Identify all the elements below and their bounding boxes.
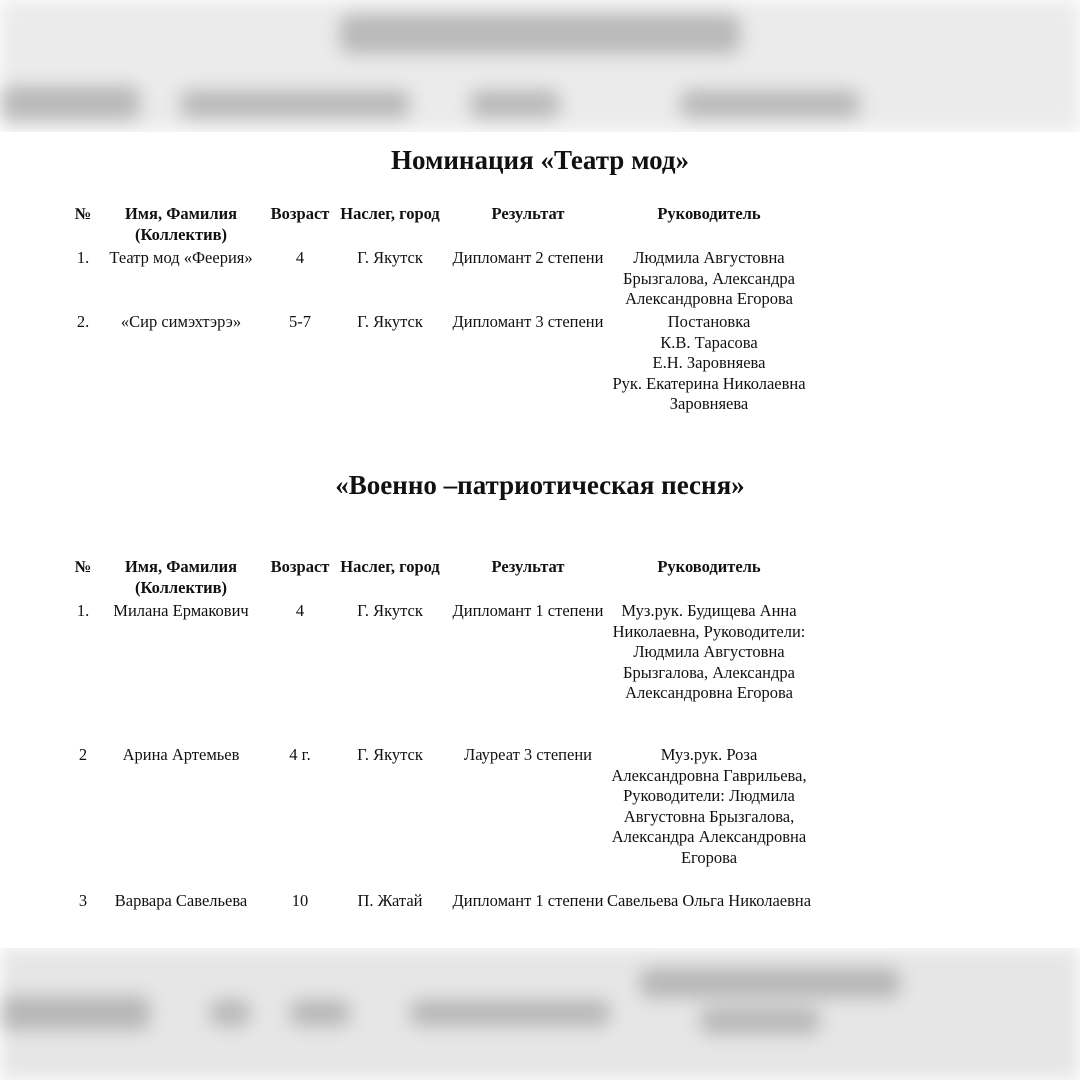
row-number: 3 bbox=[78, 891, 88, 910]
section-title: «Военно –патриотическая песня» bbox=[335, 470, 745, 500]
row-number: 2 bbox=[78, 745, 88, 764]
row-leader: Савельева Ольга Николаевна bbox=[606, 891, 812, 910]
blurred-top-area bbox=[0, 0, 1080, 132]
row-location: Г. Якутск bbox=[357, 248, 423, 267]
header-age: Возраст bbox=[270, 557, 330, 576]
row-result: Дипломант 3 степени bbox=[452, 312, 604, 331]
row-age: 4 bbox=[295, 248, 305, 267]
row-leader: Муз.рук. Роза Александровна Гаврильева, Руководители: Людмила Августовна Брызгалова, Александра Александровна Егорова bbox=[611, 745, 807, 867]
row-name: Милана Ермакович bbox=[113, 601, 249, 620]
blurred-bottom-area bbox=[0, 948, 1080, 1080]
header-result: Результат bbox=[491, 204, 565, 223]
header-number: № bbox=[74, 557, 92, 576]
row-name: Варвара Савельева bbox=[114, 891, 248, 910]
row-leader: Постановка К.В. Тарасова Е.Н. Заровняева Рук. Екатерина Николаевна Заровняева bbox=[612, 312, 806, 413]
row-age: 4 bbox=[295, 601, 305, 620]
row-leader: Людмила Августовна Брызгалова, Александра Александровна Егорова bbox=[623, 248, 795, 308]
header-leader: Руководитель bbox=[657, 204, 761, 223]
row-name: Арина Артемьев bbox=[122, 745, 240, 764]
row-location: Г. Якутск bbox=[357, 745, 423, 764]
row-result: Лауреат 3 степени bbox=[464, 745, 592, 764]
row-result: Дипломант 1 степени bbox=[452, 891, 604, 910]
header-location: Наслег, город bbox=[340, 557, 440, 576]
header-name: Имя, Фамилия (Коллектив) bbox=[124, 557, 238, 597]
row-result: Дипломант 1 степени bbox=[452, 601, 604, 620]
row-age: 10 bbox=[291, 891, 309, 910]
row-location: Г. Якутск bbox=[357, 601, 423, 620]
header-number: № bbox=[74, 204, 92, 223]
header-age: Возраст bbox=[270, 204, 330, 223]
row-number: 2. bbox=[76, 312, 90, 331]
row-result: Дипломант 2 степени bbox=[452, 248, 604, 267]
header-leader: Руководитель bbox=[657, 557, 761, 576]
row-number: 1. bbox=[76, 248, 90, 267]
header-name: Имя, Фамилия (Коллектив) bbox=[124, 204, 238, 244]
row-age: 4 г. bbox=[289, 745, 311, 764]
row-name: Театр мод «Феерия» bbox=[109, 248, 253, 267]
row-age: 5-7 bbox=[289, 312, 311, 331]
header-location: Наслег, город bbox=[340, 204, 440, 223]
row-leader: Муз.рук. Будищева Анна Николаевна, Руководители: Людмила Августовна Брызгалова, Александра Александровна Егорова bbox=[612, 601, 806, 702]
section-title: Номинация «Театр мод» bbox=[390, 145, 689, 175]
row-location: Г. Якутск bbox=[357, 312, 423, 331]
row-number: 1. bbox=[76, 601, 90, 620]
row-location: П. Жатай bbox=[357, 891, 423, 910]
document-page bbox=[0, 132, 1080, 948]
header-result: Результат bbox=[491, 557, 565, 576]
row-name: «Сир симэхтэрэ» bbox=[120, 312, 242, 331]
